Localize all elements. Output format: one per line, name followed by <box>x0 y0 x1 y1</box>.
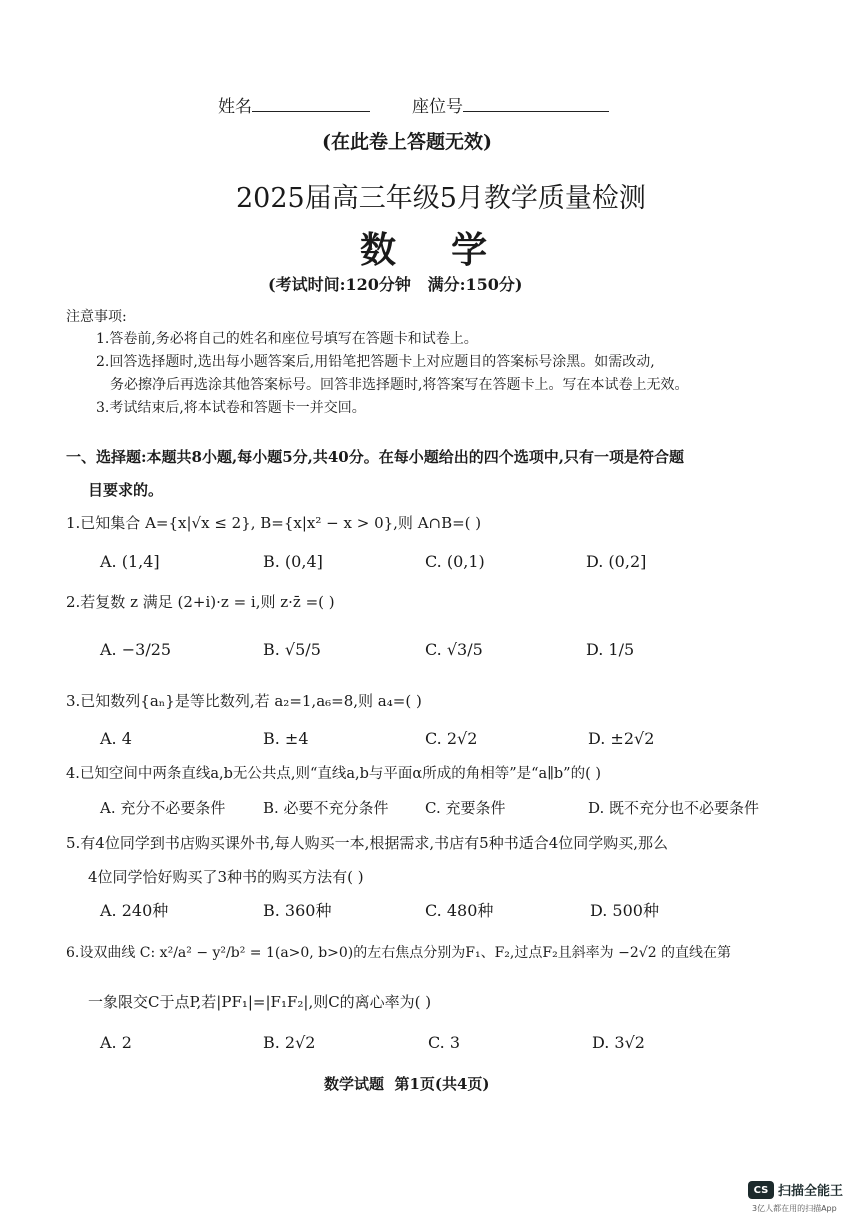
subject-title: 数 学 <box>360 229 498 271</box>
notice-title: 注意事项: <box>66 309 127 325</box>
notice-item-2: 2.回答选择题时,选出每小题答案后,用铅笔把答题卡上对应题目的答案标号涂黑。如需改动, <box>96 354 655 370</box>
exam-info: (考试时间:120分钟 满分:150分) <box>268 275 523 294</box>
camscanner-logo-icon: CS <box>748 1181 774 1199</box>
invalid-note: (在此卷上答题无效) <box>322 131 492 153</box>
question-3-option-b: B. ±4 <box>263 729 309 748</box>
question-6-option-a: A. 2 <box>100 1033 132 1052</box>
question-6-option-c: C. 3 <box>428 1033 461 1052</box>
question-1-option-c: C. (0,1) <box>425 552 485 571</box>
question-4-option-d: D. 既不充分也不必要条件 <box>588 799 760 817</box>
question-3-stem: 3.已知数列{aₙ}是等比数列,若 a₂=1,a₆=8,则 a₄=( ) <box>66 692 422 710</box>
seat-field <box>412 92 609 117</box>
question-1-option-a: A. (1,4] <box>100 552 160 571</box>
question-1-stem: 1.已知集合 A={x|√x ≤ 2}, B={x|x² − x > 0},则 A∩B=( ) <box>66 514 482 532</box>
notice-item-2-cont: 务必擦净后再选涂其他答案标号。回答非选择题时,将答案写在答题卡上。写在本试卷上无效。 <box>110 377 689 393</box>
question-3-option-a: A. 4 <box>100 729 132 748</box>
question-5-stem: 5.有4位同学到书店购买课外书,每人购买一本,根据需求,书店有5种书适合4位同学购买,那么 <box>66 834 669 852</box>
question-4-option-c: C. 充要条件 <box>425 799 506 817</box>
question-3-option-d: D. ±2√2 <box>588 729 655 748</box>
question-4-option-b: B. 必要不充分条件 <box>263 799 389 817</box>
question-4-option-a: A. 充分不必要条件 <box>100 799 226 817</box>
question-3-option-c: C. 2√2 <box>425 729 478 748</box>
question-6-stem: 6.设双曲线 C: x²/a² − y²/b² = 1(a>0, b>0)的左右焦点分别为F₁、F₂,过点F₂且斜率为 −2√2 的直线在第 <box>66 945 732 961</box>
watermark-app-name: 扫描全能王 <box>778 1184 844 1199</box>
section-heading: 一、选择题:本题共8小题,每小题5分,共40分。在每小题给出的四个选项中,只有一项是符合题 <box>66 448 684 466</box>
question-5-option-b: B. 360种 <box>263 901 332 920</box>
question-6-stem-cont: 一象限交C于点P,若|PF₁|=|F₁F₂|,则C的离心率为( ) <box>88 993 432 1011</box>
question-2-option-c: C. √3/5 <box>425 640 483 659</box>
question-6-option-b: B. 2√2 <box>263 1033 316 1052</box>
name-label: 姓名 <box>218 97 252 117</box>
question-2-stem: 2.若复数 z 满足 (2+i)·z = i,则 z·z̄ =( ) <box>66 593 335 611</box>
seat-blank <box>463 109 609 112</box>
question-5-option-a: A. 240种 <box>100 901 169 920</box>
notice-item-3: 3.考试结束后,将本试卷和答题卡一并交回。 <box>96 400 366 416</box>
watermark-tagline: 3亿人都在用的扫描App <box>752 1204 837 1213</box>
question-1-option-d: D. (0,2] <box>586 552 647 571</box>
notice-item-1: 1.答卷前,务必将自己的姓名和座位号填写在答题卡和试卷上。 <box>96 331 478 347</box>
page-footer: 数学试题 第1页(共4页) <box>324 1075 490 1093</box>
question-1-option-b: B. (0,4] <box>263 552 323 571</box>
seat-label: 座位号 <box>412 97 463 117</box>
section-heading-cont: 目要求的。 <box>88 481 164 499</box>
question-5-option-d: D. 500种 <box>590 901 659 920</box>
exam-title: 2025届高三年级5月教学质量检测 <box>236 183 646 214</box>
question-5-option-c: C. 480种 <box>425 901 494 920</box>
question-4-stem: 4.已知空间中两条直线a,b无公共点,则“直线a,b与平面α所成的角相等”是“a∥b”的( ) <box>66 766 602 782</box>
name-field <box>218 92 370 117</box>
question-2-option-b: B. √5/5 <box>263 640 321 659</box>
question-5-stem-cont: 4位同学恰好购买了3种书的购买方法有( ) <box>88 868 364 886</box>
question-2-option-a: A. −3/25 <box>100 640 172 659</box>
question-2-option-d: D. 1/5 <box>586 640 635 659</box>
name-blank <box>252 109 370 112</box>
question-6-option-d: D. 3√2 <box>592 1033 645 1052</box>
